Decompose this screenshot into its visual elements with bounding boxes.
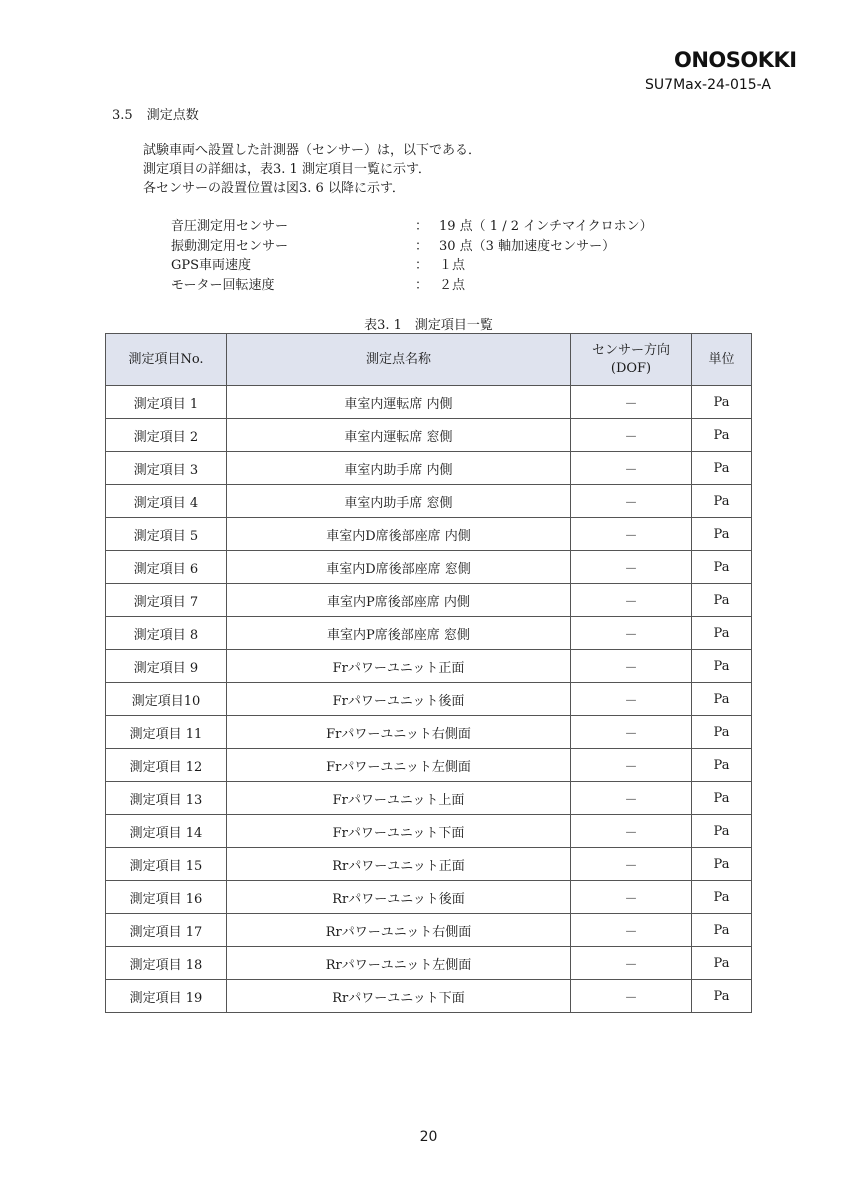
cell-point-name: Rrパワーユニット正面	[227, 848, 571, 881]
cell-point-name: Rrパワーユニット下面	[227, 980, 571, 1013]
cell-item-no: 測定項目10	[106, 683, 227, 716]
cell-item-no: 測定項目 4	[106, 485, 227, 518]
company-logo: ONOSOKKI	[674, 48, 797, 72]
cell-unit: Pa	[692, 749, 752, 782]
table-body	[106, 386, 752, 1013]
sensor-colon: ：	[415, 258, 429, 273]
header-sensor-direction-line2: (DOF)	[610, 360, 652, 376]
page-number: 20	[419, 1129, 438, 1145]
cell-sensor-direction: －	[571, 716, 692, 749]
cell-item-no: 測定項目 3	[106, 452, 227, 485]
cell-unit: Pa	[692, 683, 752, 716]
cell-sensor-direction: －	[571, 881, 692, 914]
cell-unit: Pa	[692, 584, 752, 617]
cell-point-name: 車室内運転席 内側	[227, 386, 571, 419]
table-row	[106, 815, 752, 848]
cell-point-name: 車室内P席後部座席 内側	[227, 584, 571, 617]
table-row	[106, 782, 752, 815]
sensor-colon: ：	[415, 219, 429, 234]
section-heading	[112, 104, 199, 123]
cell-item-no: 測定項目 1	[106, 386, 227, 419]
cell-sensor-direction: －	[571, 551, 692, 584]
cell-item-no: 測定項目 12	[106, 749, 227, 782]
cell-unit: Pa	[692, 914, 752, 947]
table-row	[106, 881, 752, 914]
header-sensor-direction-line1: センサー方向	[591, 342, 670, 358]
cell-unit: Pa	[692, 980, 752, 1013]
cell-point-name: Frパワーユニット上面	[227, 782, 571, 815]
table-row	[106, 914, 752, 947]
measurement-table	[105, 333, 752, 1013]
cell-unit: Pa	[692, 782, 752, 815]
cell-point-name: 車室内助手席 内側	[227, 452, 571, 485]
cell-unit: Pa	[692, 881, 752, 914]
table-row	[106, 716, 752, 749]
table-header-row	[106, 334, 752, 386]
header-item-no: 測定項目No.	[106, 334, 227, 386]
header-point-name: 測定点名称	[227, 334, 571, 386]
table-row	[106, 386, 752, 419]
sensor-label: GPS車両速度	[171, 258, 252, 273]
intro-paragraph	[143, 141, 481, 198]
sensor-label: 振動測定用センサー	[171, 238, 289, 254]
cell-point-name: Frパワーユニット正面	[227, 650, 571, 683]
cell-item-no: 測定項目 14	[106, 815, 227, 848]
sensor-value: １点	[439, 258, 466, 273]
cell-sensor-direction: －	[571, 386, 692, 419]
table-row	[106, 551, 752, 584]
sensor-value: 19 点（ 1 / 2 インチマイクロホン）	[439, 219, 653, 234]
cell-sensor-direction: －	[571, 452, 692, 485]
cell-item-no: 測定項目 8	[106, 617, 227, 650]
cell-item-no: 測定項目 18	[106, 947, 227, 980]
cell-point-name: 車室内D席後部座席 窓側	[227, 551, 571, 584]
cell-sensor-direction: －	[571, 650, 692, 683]
table-row	[106, 947, 752, 980]
cell-sensor-direction: －	[571, 749, 692, 782]
cell-point-name: Rrパワーユニット後面	[227, 881, 571, 914]
table-row	[106, 584, 752, 617]
header-sensor-direction	[571, 334, 692, 386]
cell-sensor-direction: －	[571, 947, 692, 980]
cell-unit: Pa	[692, 386, 752, 419]
table-row	[106, 452, 752, 485]
cell-sensor-direction: －	[571, 815, 692, 848]
paragraph-line: 各センサーの設置位置は図3. 6 以降に示す．	[143, 181, 405, 196]
cell-point-name: Frパワーユニット下面	[227, 815, 571, 848]
cell-item-no: 測定項目 7	[106, 584, 227, 617]
cell-point-name: 車室内運転席 窓側	[227, 419, 571, 452]
cell-unit: Pa	[692, 815, 752, 848]
cell-unit: Pa	[692, 716, 752, 749]
cell-unit: Pa	[692, 518, 752, 551]
cell-item-no: 測定項目 19	[106, 980, 227, 1013]
paragraph-line: 試験車両へ設置した計測器（センサー）は，以下である．	[143, 143, 482, 158]
cell-point-name: 車室内助手席 窓側	[227, 485, 571, 518]
cell-sensor-direction: －	[571, 980, 692, 1013]
table-row	[106, 848, 752, 881]
cell-item-no: 測定項目 5	[106, 518, 227, 551]
cell-unit: Pa	[692, 419, 752, 452]
cell-point-name: Frパワーユニット左側面	[227, 749, 571, 782]
cell-item-no: 測定項目 13	[106, 782, 227, 815]
cell-sensor-direction: －	[571, 419, 692, 452]
cell-point-name: Frパワーユニット右側面	[227, 716, 571, 749]
cell-point-name: Rrパワーユニット左側面	[227, 947, 571, 980]
cell-unit: Pa	[692, 947, 752, 980]
cell-sensor-direction: －	[571, 518, 692, 551]
cell-item-no: 測定項目 15	[106, 848, 227, 881]
sensor-label: 音圧測定用センサー	[171, 219, 289, 234]
cell-unit: Pa	[692, 617, 752, 650]
table-row	[106, 485, 752, 518]
cell-unit: Pa	[692, 650, 752, 683]
document-id: SU7Max-24-015-A	[645, 77, 771, 93]
cell-point-name: 車室内D席後部座席 内側	[227, 518, 571, 551]
cell-point-name: Rrパワーユニット右側面	[227, 914, 571, 947]
cell-sensor-direction: －	[571, 485, 692, 518]
sensor-value: 30 点（3 軸加速度センサー）	[439, 238, 616, 254]
table-row	[106, 650, 752, 683]
sensor-label: モーター回転速度	[171, 277, 275, 293]
cell-point-name: Frパワーユニット後面	[227, 683, 571, 716]
cell-sensor-direction: －	[571, 782, 692, 815]
cell-item-no: 測定項目 6	[106, 551, 227, 584]
table-caption: 表3. 1 測定項目一覧	[364, 318, 493, 333]
cell-item-no: 測定項目 2	[106, 419, 227, 452]
sensor-colon: ：	[415, 277, 429, 293]
cell-item-no: 測定項目 9	[106, 650, 227, 683]
sensor-colon: ：	[415, 238, 429, 254]
cell-unit: Pa	[692, 551, 752, 584]
section-title: 測定点数	[146, 108, 199, 123]
sensor-value: ２点	[439, 277, 466, 293]
cell-item-no: 測定項目 11	[106, 716, 227, 749]
cell-sensor-direction: －	[571, 848, 692, 881]
cell-unit: Pa	[692, 848, 752, 881]
table-row	[106, 419, 752, 452]
cell-unit: Pa	[692, 485, 752, 518]
cell-unit: Pa	[692, 452, 752, 485]
cell-sensor-direction: －	[571, 683, 692, 716]
table-row	[106, 683, 752, 716]
table-row	[106, 617, 752, 650]
cell-sensor-direction: －	[571, 584, 692, 617]
table-row	[106, 749, 752, 782]
paragraph-line: 測定項目の詳細は，表3. 1 測定項目一覧に示す．	[143, 162, 431, 177]
cell-point-name: 車室内P席後部座席 窓側	[227, 617, 571, 650]
cell-sensor-direction: －	[571, 617, 692, 650]
table-row	[106, 518, 752, 551]
cell-sensor-direction: －	[571, 914, 692, 947]
section-number: 3.5	[112, 108, 133, 123]
cell-item-no: 測定項目 16	[106, 881, 227, 914]
cell-item-no: 測定項目 17	[106, 914, 227, 947]
header-unit: 単位	[692, 334, 752, 386]
table-row	[106, 980, 752, 1013]
